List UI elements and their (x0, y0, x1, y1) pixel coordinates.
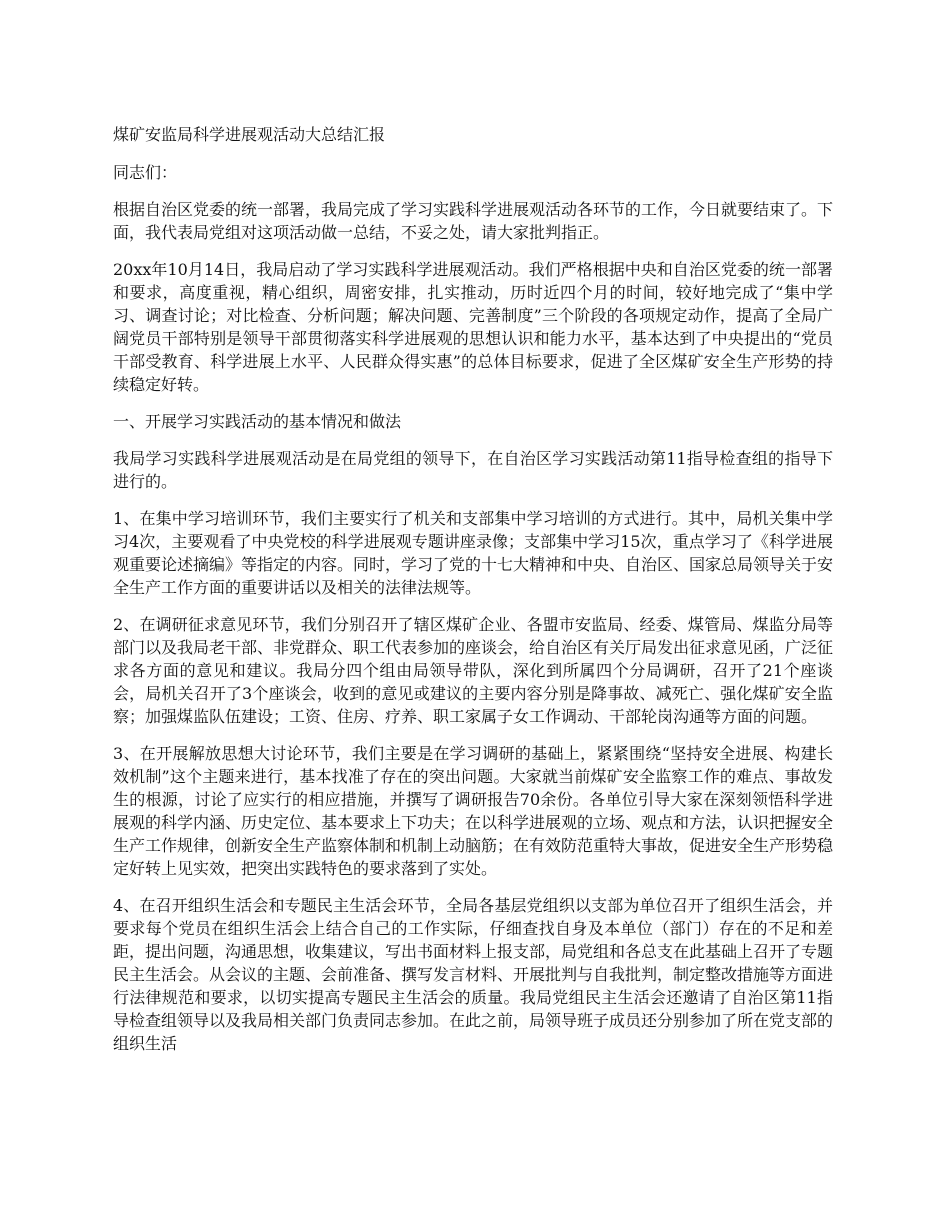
paragraph-intro: 根据自治区党委的统一部署，我局完成了学习实践科学进展观活动各环节的工作，今日就要结束了。下面，我代表局党组对这项活动做一总结，不妥之处，请大家批判指正。 (113, 200, 834, 242)
paragraph-launch: 20xx年10月14日，我局启动了学习实践科学进展观活动。我们严格根据中央和自治区党委的统一部署和要求，高度重视，精心组织，周密安排，扎实推动，历时近四个月的时间，较好地完成了“集中学习、调查讨论；对比检查、分析问题；解决问题、完善制度”三个阶段的各项规定动作，提高了全局广阔党员干部特别是领导干部贯彻落实科学进展观的思想认识和能力水平，基本达到了中央提出的“党员干部受教育、科学进展上水平、人民群众得实惠”的总体目标要求，促进了全区煤矿安全生产形势的持续稳定好转。 (113, 260, 833, 394)
paragraph-item-4: 4、在召开组织生活会和专题民主生活会环节，全局各基层党组织以支部为单位召开了组织生活会，并要求每个党员在组织生活会上结合自己的工作实际，仔细查找自身及本单位（部门）存在的不足和差距，提出问题，沟通思想，收集建议，写出书面材料上报支部，局党组和各总支在此基础上召开了专题民主生活会。从会议的主题、会前准备、撰写发言材料、开展批判与自我批判，制定整改措施等方面进行法律规范和要求，以切实提高专题民主生活会的质量。我局党组民主生活会还邀请了自治区第11指导检查组领导以及我局相关部门负责同志参加。在此之前，局领导班子成员还分别参加了所在党支部的组织生活 (113, 896, 834, 1053)
paragraph-guidance: 我局学习实践科学进展观活动是在局党组的领导下，在自治区学习实践活动第11指导检查组的指导下进行的。 (113, 449, 833, 491)
paragraph-item-2: 2、在调研征求意见环节，我们分别召开了辖区煤矿企业、各盟市安监局、经委、煤管局、煤监分局等部门以及我局老干部、非党群众、职工代表参加的座谈会，给自治区有关厅局发出征求意见函，广泛征求各方面的意见和建议。我局分四个组由局领导带队，深化到所属四个分局调研，召开了21个座谈会，局机关召开了3个座谈会，收到的意见或建议的主要内容分别是降事故、减死亡、强化煤矿安全监察；加强煤监队伍建设；工资、住房、疗养、职工家属子女工作调动、干部轮岗沟通等方面的问题。 (113, 615, 834, 726)
section-heading-1: 一、开展学习实践活动的基本情况和做法 (113, 412, 402, 431)
salutation: 同志们： (113, 163, 178, 182)
paragraph-item-1: 1、在集中学习培训环节，我们主要实行了机关和支部集中学习培训的方式进行。其中，局机关集中学习4次，主要观看了中央党校的科学进展观专题讲座录像；支部集中学习15次，重点学习了《科学进展观重要论述摘编》等指定的内容。同时，学习了党的十七大精神和中央、自治区、国家总局领导关于安全生产工作方面的重要讲话以及相关的法律法规等。 (113, 509, 834, 597)
paragraph-item-3: 3、在开展解放思想大讨论环节，我们主要是在学习调研的基础上，紧紧围绕“坚持安全进展、构建长效机制”这个主题来进行，基本找准了存在的突出问题。大家就当前煤矿安全监察工作的难点、事故发生的根源，讨论了应实行的相应措施，并撰写了调研报告70余份。各单位引导大家在深刻领悟科学进展观的科学内涵、历史定位、基本要求上下功夫；在以科学进展观的立场、观点和方法，认识把握安全生产工作规律，创新安全生产监察体制和机制上动脑筋；在有效防范重特大事故，促进安全生产形势稳定好转上见实效，把突出实践特色的要求落到了实处。 (113, 744, 834, 878)
document-title: 煤矿安监局科学进展观活动大总结汇报 (113, 125, 386, 144)
